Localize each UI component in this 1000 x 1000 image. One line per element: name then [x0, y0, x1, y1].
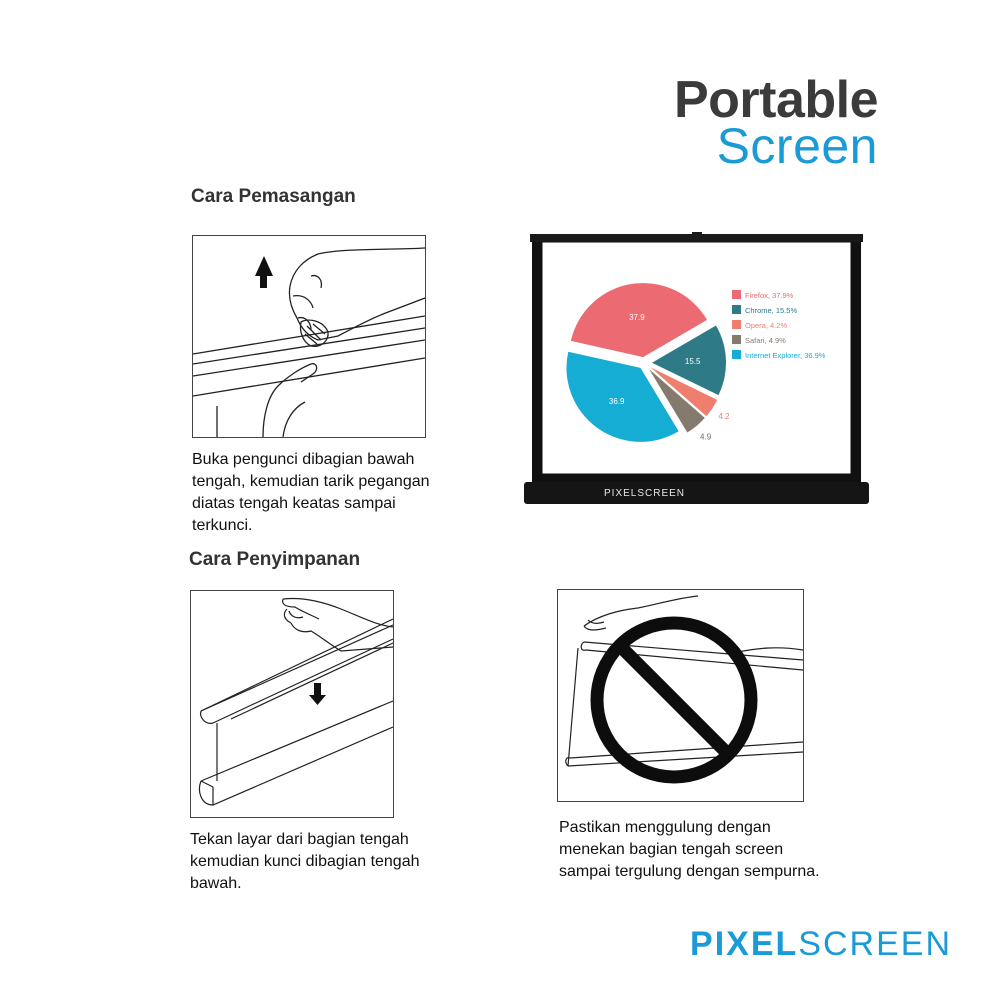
storage-heading: Cara Penyimpanan [189, 549, 361, 570]
legend-swatch [732, 290, 741, 299]
storage-caption-line: kemudian kunci dibagian tengah [190, 853, 420, 870]
legend-swatch [732, 335, 741, 344]
install-caption-line: terkunci. [192, 517, 253, 534]
storage-caption-line: Pastikan menggulung dengan [559, 819, 771, 836]
screen-frame [524, 232, 869, 506]
projection-screen [524, 232, 869, 506]
legend-label: Chrome, 15.5% [745, 306, 798, 315]
storage-caption-line: menekan bagian tengah screen [559, 841, 784, 858]
footer-logo-bold: PIXEL [690, 925, 799, 963]
storage-press-drawing [191, 591, 393, 817]
storage-caption-left [190, 829, 450, 895]
storage-caption-line: Tekan layar dari bagian tengah [190, 831, 409, 848]
legend-swatch [732, 305, 741, 314]
install-caption-line: tengah, kemudian tarik pegangan [192, 473, 430, 490]
pie-data-label: 15.5 [684, 357, 701, 367]
install-caption-line: diatas tengah keatas sampai [192, 495, 396, 512]
storage-caption-line: bawah. [190, 875, 242, 892]
pie-data-label: 4.2 [718, 412, 730, 422]
pie-data-label: 37.9 [629, 312, 645, 322]
prohibited-drawing [558, 590, 803, 801]
install-drawing [193, 236, 425, 437]
screen-brand-label: PIXELSCREEN [604, 488, 686, 499]
legend-swatch [732, 350, 741, 359]
install-caption-line: Buka pengunci dibagian bawah [192, 451, 415, 468]
legend-label: Firefox, 37.9% [745, 291, 794, 300]
legend-label: Internet Explorer, 36.9% [745, 351, 826, 360]
storage-caption-line: sampai tergulung dengan sempurna. [559, 863, 820, 880]
install-illustration [192, 235, 426, 438]
legend-label: Opera, 4.2% [745, 321, 788, 330]
install-heading: Cara Pemasangan [191, 186, 356, 207]
pie-data-label: 4.9 [700, 432, 712, 442]
title-screen: Screen [716, 118, 878, 174]
storage-illustration-press [190, 590, 394, 818]
legend-label: Safari, 4.9% [745, 336, 786, 345]
footer-logo-light: SCREEN [798, 925, 952, 963]
title-portable: Portable [673, 71, 878, 129]
prohibited-icon [597, 623, 751, 777]
footer-logo [690, 925, 952, 964]
install-caption [192, 449, 452, 537]
pie-data-label: 36.9 [608, 396, 625, 406]
storage-caption-right [559, 817, 859, 883]
storage-illustration-prohibited [557, 589, 804, 802]
legend-swatch [732, 320, 741, 329]
